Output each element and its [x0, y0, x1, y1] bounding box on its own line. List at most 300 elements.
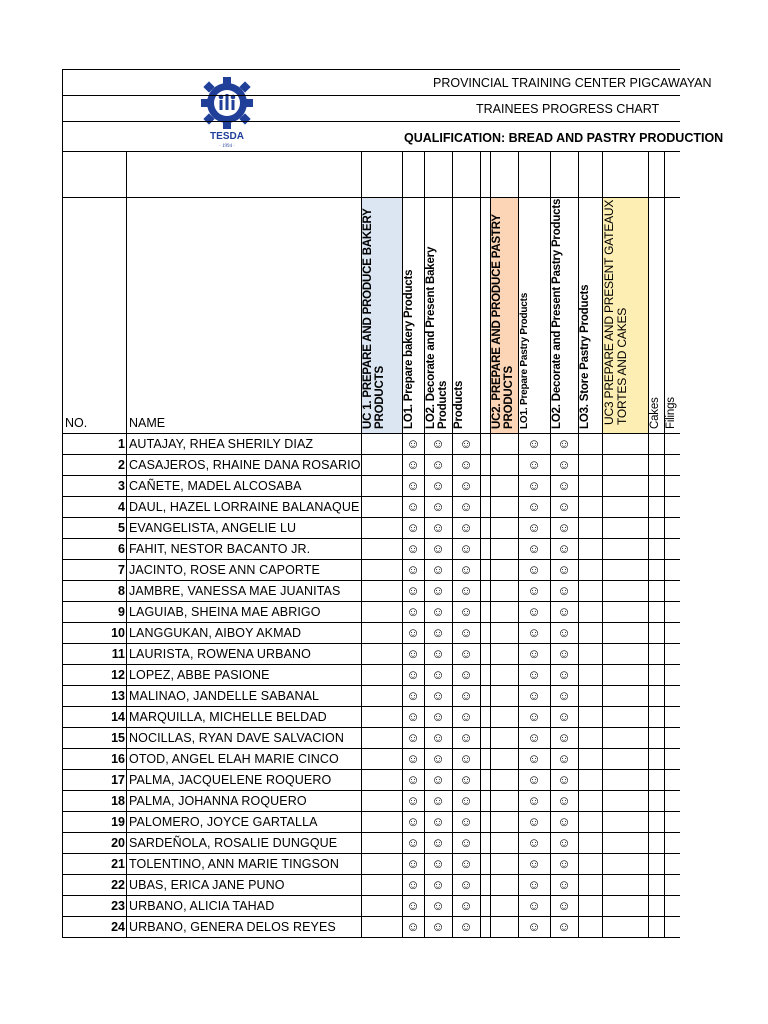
empty-cell	[648, 665, 664, 686]
empty-cell	[361, 623, 402, 644]
empty-cell	[480, 917, 490, 938]
trainee-name: PALOMERO, JOYCE GARTALLA	[127, 812, 362, 833]
smiley-icon: ☺	[550, 896, 578, 917]
smiley-icon: ☺	[424, 854, 452, 875]
uc2-lo2-label: LO2. Decorate and Present Pastry Products	[550, 198, 563, 429]
smiley-icon: ☺	[452, 896, 480, 917]
empty-cell	[490, 434, 518, 455]
smiley-icon: ☺	[550, 518, 578, 539]
smiley-icon: ☺	[518, 812, 550, 833]
smiley-icon: ☺	[452, 791, 480, 812]
empty-cell	[361, 581, 402, 602]
smiley-icon: ☺	[452, 833, 480, 854]
smiley-icon: ☺	[424, 644, 452, 665]
empty-cell	[361, 686, 402, 707]
smiley-icon: ☺	[452, 812, 480, 833]
trainee-name: JACINTO, ROSE ANN CAPORTE	[127, 560, 362, 581]
trainee-name: LOPEZ, ABBE PASIONE	[127, 665, 362, 686]
smiley-icon: ☺	[550, 497, 578, 518]
empty-cell	[648, 602, 664, 623]
smiley-icon: ☺	[518, 875, 550, 896]
smiley-icon: ☺	[402, 686, 424, 707]
empty-cell	[648, 644, 664, 665]
smiley-icon: ☺	[424, 770, 452, 791]
smiley-icon: ☺	[550, 602, 578, 623]
smiley-icon: ☺	[424, 518, 452, 539]
uc2-lo3-label: LO3. Store Pastry Products	[578, 284, 591, 429]
empty-cell	[361, 707, 402, 728]
trainee-number: 10	[63, 623, 127, 644]
empty-cell	[664, 875, 680, 896]
smiley-icon: ☺	[452, 728, 480, 749]
trainee-name: AUTAJAY, RHEA SHERILY DIAZ	[127, 434, 362, 455]
smiley-icon: ☺	[518, 686, 550, 707]
smiley-icon: ☺	[402, 539, 424, 560]
smiley-icon: ☺	[518, 497, 550, 518]
empty-cell	[664, 539, 680, 560]
empty-cell	[490, 581, 518, 602]
empty-cell	[602, 581, 648, 602]
empty-cell	[361, 896, 402, 917]
empty-cell	[648, 833, 664, 854]
empty-cell	[578, 602, 602, 623]
smiley-icon: ☺	[550, 434, 578, 455]
trainee-number: 15	[63, 728, 127, 749]
empty-cell	[361, 560, 402, 581]
empty-cell	[578, 686, 602, 707]
trainee-name: PALMA, JOHANNA ROQUERO	[127, 791, 362, 812]
smiley-icon: ☺	[518, 560, 550, 581]
empty-cell	[648, 581, 664, 602]
smiley-icon: ☺	[518, 455, 550, 476]
smiley-icon: ☺	[550, 728, 578, 749]
trainee-number: 9	[63, 602, 127, 623]
empty-cell	[578, 896, 602, 917]
empty-cell	[578, 749, 602, 770]
smiley-icon: ☺	[452, 875, 480, 896]
empty-cell	[578, 476, 602, 497]
smiley-icon: ☺	[452, 518, 480, 539]
smiley-icon: ☺	[402, 455, 424, 476]
smiley-icon: ☺	[402, 812, 424, 833]
table-row	[63, 665, 681, 686]
empty-cell	[361, 518, 402, 539]
empty-cell	[664, 917, 680, 938]
empty-cell	[480, 896, 490, 917]
empty-cell	[602, 896, 648, 917]
chart-title: TRAINEES PROGRESS CHART	[476, 102, 660, 116]
progress-table	[62, 69, 724, 938]
smiley-icon: ☺	[402, 875, 424, 896]
empty-cell	[602, 770, 648, 791]
empty-cell	[480, 476, 490, 497]
empty-cell	[664, 749, 680, 770]
smiley-icon: ☺	[402, 749, 424, 770]
uc3-label: UC3 PREPARE AND PRESENT GATEAUX TORTES AND CAKES	[601, 199, 629, 425]
empty-cell	[648, 854, 664, 875]
empty-cell	[578, 644, 602, 665]
table-row	[63, 518, 681, 539]
smiley-icon: ☺	[452, 686, 480, 707]
smiley-icon: ☺	[518, 791, 550, 812]
empty-cell	[490, 728, 518, 749]
empty-cell	[648, 539, 664, 560]
empty-cell	[361, 644, 402, 665]
smiley-icon: ☺	[452, 497, 480, 518]
empty-cell	[602, 455, 648, 476]
empty-cell	[490, 896, 518, 917]
trainee-number: 11	[63, 644, 127, 665]
col-header-uc1	[361, 198, 402, 434]
empty-cell	[648, 917, 664, 938]
smiley-icon: ☺	[424, 686, 452, 707]
lo2-label: LO2. Decorate and Present Bakery Products	[424, 246, 449, 429]
smiley-icon: ☺	[402, 602, 424, 623]
trainee-name: PALMA, JACQUELENE ROQUERO	[127, 770, 362, 791]
col-header-uc3-lo2	[664, 198, 680, 434]
trainee-name: URBANO, ALICIA TAHAD	[127, 896, 362, 917]
smiley-icon: ☺	[452, 917, 480, 938]
smiley-icon: ☺	[452, 623, 480, 644]
empty-cell	[361, 812, 402, 833]
empty-cell	[361, 539, 402, 560]
uc2-lo1-label: LO1. Prepare Pastry Products	[518, 292, 530, 429]
smiley-icon: ☺	[550, 770, 578, 791]
table-row	[63, 896, 681, 917]
smiley-icon: ☺	[550, 707, 578, 728]
trainee-number: 3	[63, 476, 127, 497]
table-row	[63, 476, 681, 497]
smiley-icon: ☺	[518, 434, 550, 455]
empty-cell	[578, 770, 602, 791]
smiley-icon: ☺	[424, 707, 452, 728]
table-row	[63, 728, 681, 749]
empty-cell	[664, 581, 680, 602]
trainee-name: LAGUIAB, SHEINA MAE ABRIGO	[127, 602, 362, 623]
empty-cell	[490, 686, 518, 707]
empty-cell	[578, 812, 602, 833]
empty-cell	[361, 833, 402, 854]
col-header-lo1	[402, 198, 424, 434]
smiley-icon: ☺	[402, 665, 424, 686]
smiley-icon: ☺	[518, 728, 550, 749]
empty-cell	[664, 497, 680, 518]
smiley-icon: ☺	[518, 476, 550, 497]
empty-cell	[648, 707, 664, 728]
table-row	[63, 917, 681, 938]
col-header-lo2	[424, 198, 452, 434]
logo-year: · 1994 ·	[219, 144, 235, 149]
smiley-icon: ☺	[424, 728, 452, 749]
table-row	[63, 539, 681, 560]
empty-cell	[480, 875, 490, 896]
empty-cell	[480, 581, 490, 602]
trainee-name: MARQUILLA, MICHELLE BELDAD	[127, 707, 362, 728]
trainee-rows	[63, 434, 681, 938]
smiley-icon: ☺	[452, 770, 480, 791]
table-row	[63, 686, 681, 707]
table-row	[63, 497, 681, 518]
blank-row	[63, 152, 681, 198]
empty-cell	[664, 728, 680, 749]
smiley-icon: ☺	[550, 875, 578, 896]
smiley-icon: ☺	[550, 455, 578, 476]
smiley-icon: ☺	[518, 581, 550, 602]
empty-cell	[490, 875, 518, 896]
trainee-number: 7	[63, 560, 127, 581]
empty-cell	[480, 770, 490, 791]
empty-cell	[578, 497, 602, 518]
empty-cell	[664, 707, 680, 728]
empty-cell	[664, 560, 680, 581]
trainee-name: EVANGELISTA, ANGELIE LU	[127, 518, 362, 539]
trainee-number: 24	[63, 917, 127, 938]
smiley-icon: ☺	[550, 644, 578, 665]
smiley-icon: ☺	[424, 581, 452, 602]
empty-cell	[490, 749, 518, 770]
trainee-name: URBANO, GENERA DELOS REYES	[127, 917, 362, 938]
empty-cell	[664, 518, 680, 539]
empty-cell	[664, 686, 680, 707]
empty-cell	[648, 434, 664, 455]
smiley-icon: ☺	[452, 455, 480, 476]
empty-cell	[480, 560, 490, 581]
trainee-number: 14	[63, 707, 127, 728]
empty-cell	[578, 434, 602, 455]
table-row	[63, 791, 681, 812]
empty-cell	[480, 644, 490, 665]
empty-cell	[664, 623, 680, 644]
empty-cell	[648, 749, 664, 770]
empty-cell	[664, 854, 680, 875]
qualification-title: QUALIFICATION: BREAD AND PASTRY PRODUCTION	[404, 131, 724, 145]
smiley-icon: ☺	[402, 581, 424, 602]
smiley-icon: ☺	[424, 623, 452, 644]
smiley-icon: ☺	[424, 665, 452, 686]
table-row	[63, 707, 681, 728]
empty-cell	[648, 812, 664, 833]
header-row-3	[63, 122, 724, 152]
empty-cell	[490, 518, 518, 539]
smiley-icon: ☺	[424, 833, 452, 854]
empty-cell	[480, 665, 490, 686]
empty-cell	[602, 686, 648, 707]
col-header-uc2-lo2	[550, 198, 578, 434]
smiley-icon: ☺	[550, 833, 578, 854]
empty-cell	[361, 665, 402, 686]
empty-cell	[480, 812, 490, 833]
smiley-icon: ☺	[402, 476, 424, 497]
empty-cell	[480, 455, 490, 476]
smiley-icon: ☺	[550, 539, 578, 560]
trainee-name: SARDEÑOLA, ROSALIE DUNGQUE	[127, 833, 362, 854]
empty-cell	[361, 875, 402, 896]
smiley-icon: ☺	[518, 539, 550, 560]
empty-cell	[361, 455, 402, 476]
empty-cell	[480, 791, 490, 812]
smiley-icon: ☺	[452, 749, 480, 770]
empty-cell	[602, 644, 648, 665]
empty-cell	[602, 560, 648, 581]
col-header-lo3	[452, 198, 480, 434]
trainee-name: LAURISTA, ROWENA URBANO	[127, 644, 362, 665]
empty-cell	[361, 434, 402, 455]
empty-cell	[602, 917, 648, 938]
empty-cell	[664, 896, 680, 917]
logo-text: TESDA	[210, 131, 244, 142]
empty-cell	[664, 665, 680, 686]
empty-cell	[490, 812, 518, 833]
empty-cell	[578, 707, 602, 728]
uc3-lo2-label: Filings	[664, 397, 677, 429]
trainee-name: OTOD, ANGEL ELAH MARIE CINCO	[127, 749, 362, 770]
trainee-number: 16	[63, 749, 127, 770]
col-header-uc3-lo1	[648, 198, 664, 434]
smiley-icon: ☺	[550, 917, 578, 938]
smiley-icon: ☺	[518, 707, 550, 728]
uc1-label: UC 1. PREPARE AND PRODUCE BAKERY PRODUCTS	[361, 208, 386, 429]
smiley-icon: ☺	[518, 917, 550, 938]
empty-cell	[490, 497, 518, 518]
empty-cell	[648, 686, 664, 707]
empty-cell	[664, 770, 680, 791]
table-row	[63, 749, 681, 770]
empty-cell	[480, 623, 490, 644]
empty-cell	[361, 854, 402, 875]
smiley-icon: ☺	[402, 896, 424, 917]
empty-cell	[664, 644, 680, 665]
empty-cell	[648, 497, 664, 518]
empty-cell	[602, 728, 648, 749]
empty-cell	[361, 476, 402, 497]
empty-cell	[602, 854, 648, 875]
table-row	[63, 644, 681, 665]
table-row	[63, 560, 681, 581]
empty-cell	[490, 602, 518, 623]
empty-cell	[602, 476, 648, 497]
lo3-label: Products	[452, 380, 465, 429]
empty-cell	[602, 518, 648, 539]
empty-cell	[602, 665, 648, 686]
smiley-icon: ☺	[518, 623, 550, 644]
empty-cell	[664, 812, 680, 833]
empty-cell	[361, 497, 402, 518]
col-header-no: NO.	[63, 198, 127, 434]
empty-cell	[664, 602, 680, 623]
table-row	[63, 854, 681, 875]
empty-cell	[490, 707, 518, 728]
empty-cell	[480, 539, 490, 560]
smiley-icon: ☺	[402, 497, 424, 518]
empty-cell	[648, 791, 664, 812]
empty-cell	[578, 560, 602, 581]
smiley-icon: ☺	[452, 434, 480, 455]
empty-cell	[602, 707, 648, 728]
smiley-icon: ☺	[518, 749, 550, 770]
smiley-icon: ☺	[424, 476, 452, 497]
smiley-icon: ☺	[402, 854, 424, 875]
empty-cell	[490, 833, 518, 854]
empty-cell	[490, 665, 518, 686]
smiley-icon: ☺	[550, 686, 578, 707]
empty-cell	[602, 749, 648, 770]
smiley-icon: ☺	[518, 518, 550, 539]
smiley-icon: ☺	[518, 644, 550, 665]
trainee-name: TOLENTINO, ANN MARIE TINGSON	[127, 854, 362, 875]
smiley-icon: ☺	[402, 560, 424, 581]
smiley-icon: ☺	[402, 644, 424, 665]
empty-cell	[602, 434, 648, 455]
smiley-icon: ☺	[424, 917, 452, 938]
empty-cell	[602, 875, 648, 896]
smiley-icon: ☺	[550, 854, 578, 875]
smiley-icon: ☺	[452, 581, 480, 602]
smiley-icon: ☺	[402, 770, 424, 791]
smiley-icon: ☺	[550, 581, 578, 602]
empty-cell	[602, 623, 648, 644]
table-row	[63, 770, 681, 791]
smiley-icon: ☺	[402, 917, 424, 938]
smiley-icon: ☺	[424, 455, 452, 476]
empty-cell	[602, 497, 648, 518]
trainee-name: FAHIT, NESTOR BACANTO JR.	[127, 539, 362, 560]
trainee-name: CASAJEROS, RHAINE DANA ROSARIO	[127, 455, 362, 476]
empty-cell	[648, 728, 664, 749]
empty-cell	[480, 728, 490, 749]
smiley-icon: ☺	[402, 728, 424, 749]
empty-cell	[361, 791, 402, 812]
smiley-icon: ☺	[452, 854, 480, 875]
empty-cell	[602, 791, 648, 812]
empty-cell	[490, 770, 518, 791]
empty-cell	[578, 665, 602, 686]
table-row	[63, 812, 681, 833]
empty-cell	[648, 476, 664, 497]
empty-cell	[648, 896, 664, 917]
empty-cell	[480, 749, 490, 770]
col-header-uc2	[490, 198, 518, 434]
smiley-icon: ☺	[402, 791, 424, 812]
smiley-icon: ☺	[402, 707, 424, 728]
empty-cell	[648, 875, 664, 896]
progress-chart-sheet	[62, 69, 724, 938]
smiley-icon: ☺	[518, 854, 550, 875]
empty-cell	[664, 434, 680, 455]
empty-cell	[490, 623, 518, 644]
trainee-number: 8	[63, 581, 127, 602]
smiley-icon: ☺	[424, 791, 452, 812]
smiley-icon: ☺	[518, 770, 550, 791]
smiley-icon: ☺	[424, 497, 452, 518]
empty-cell	[602, 812, 648, 833]
lo1-label: LO1. Prepare bakery Products	[402, 269, 415, 429]
header-row-2	[63, 96, 681, 122]
empty-cell	[361, 770, 402, 791]
trainee-number: 1	[63, 434, 127, 455]
empty-cell	[480, 518, 490, 539]
header-row-1	[63, 70, 712, 96]
empty-cell	[578, 539, 602, 560]
smiley-icon: ☺	[402, 434, 424, 455]
smiley-icon: ☺	[452, 476, 480, 497]
smiley-icon: ☺	[402, 518, 424, 539]
smiley-icon: ☺	[424, 875, 452, 896]
empty-cell	[578, 518, 602, 539]
trainee-name: MALINAO, JANDELLE SABANAL	[127, 686, 362, 707]
empty-cell	[490, 455, 518, 476]
smiley-icon: ☺	[402, 623, 424, 644]
smiley-icon: ☺	[452, 665, 480, 686]
